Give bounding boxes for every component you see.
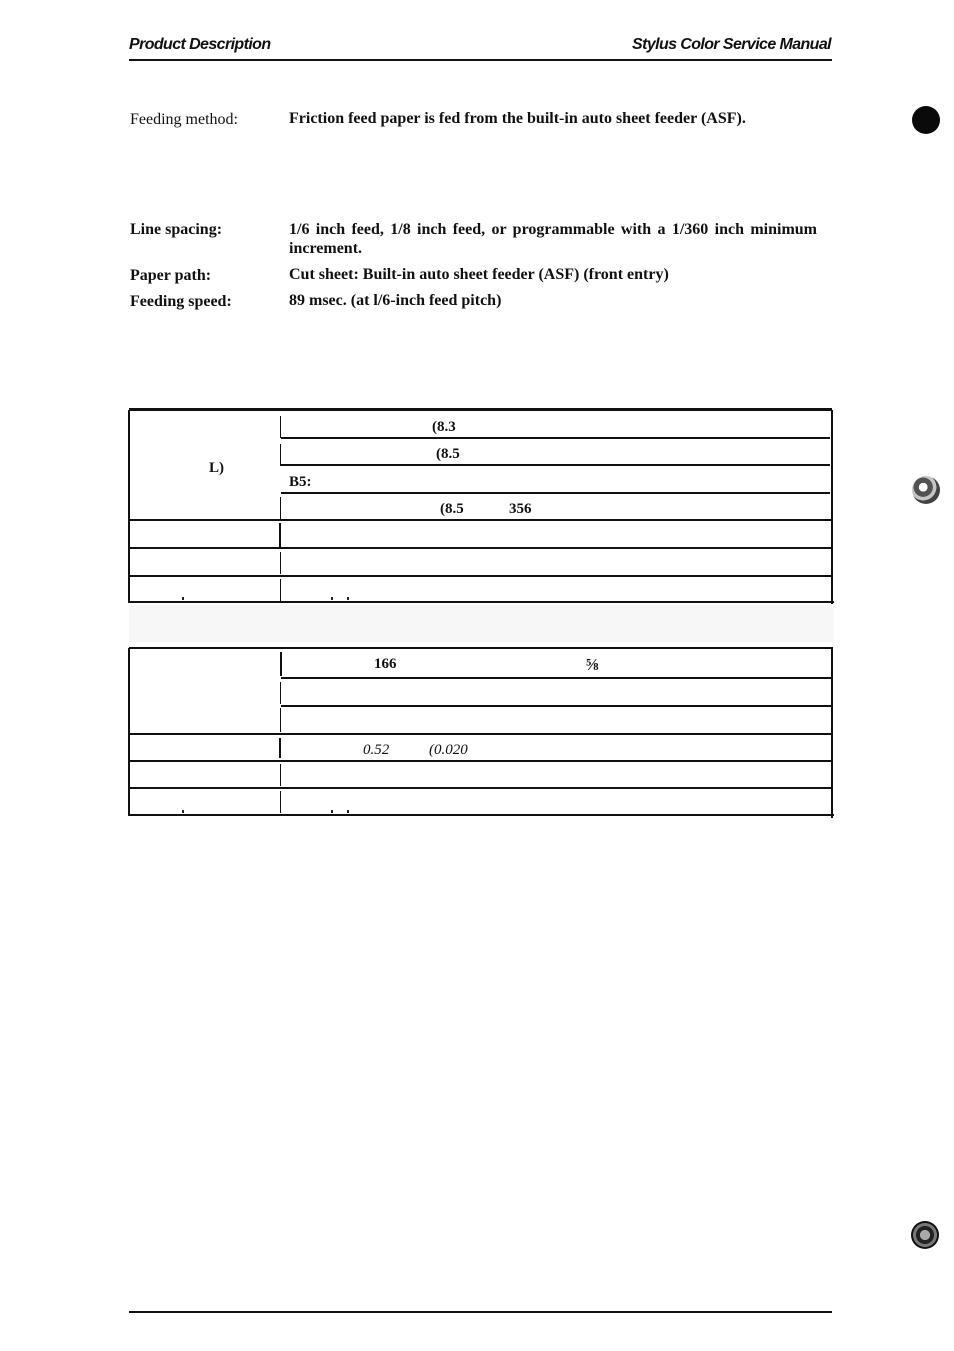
- spec-label-paper-path: Paper path:: [130, 267, 212, 284]
- header-right-title: Stylus Color Service Manual: [632, 36, 831, 53]
- spec-label-feeding-speed: Feeding speed:: [130, 293, 232, 310]
- spec-value-feeding-method: Friction feed paper is fed from the built-in auto sheet feeder (ASF).: [289, 110, 746, 127]
- spec-value-line-spacing: 1/6 inch feed, 1/8 inch feed, or programmable with a 1/360 inch minimum increment.: [289, 221, 817, 257]
- scan-speck: [347, 810, 349, 813]
- table2-cell: 166: [374, 656, 397, 672]
- spec-label-feeding-method: Feeding method:: [130, 111, 238, 128]
- scan-speck: [182, 810, 184, 813]
- table2-cell: (0.020: [429, 742, 468, 758]
- table1-cell: 356: [509, 501, 532, 517]
- table2-cell: ⅝: [586, 655, 599, 674]
- header-rule: [129, 59, 832, 61]
- binding-hole-mark: [911, 1221, 939, 1249]
- erased-band: [129, 605, 834, 642]
- spec-value-feeding-speed: 89 msec. (at l/6-inch feed pitch): [289, 292, 502, 309]
- table1-cell: (8.3: [432, 419, 456, 435]
- scan-speck: [331, 597, 333, 600]
- footer-rule: [129, 1311, 832, 1313]
- table1-cell: B5:: [289, 474, 312, 490]
- spec-value-paper-path: Cut sheet: Built-in auto sheet feeder (ASF) (front entry): [289, 266, 669, 283]
- scan-speck: [347, 597, 349, 600]
- table1-cell: (8.5: [436, 446, 460, 462]
- spec-label-line-spacing: Line spacing:: [130, 221, 223, 238]
- table1-left-fragment: L): [209, 460, 224, 476]
- scan-speck: [182, 597, 184, 600]
- table1-cell: (8.5: [440, 501, 464, 517]
- table2-cell: 0.52: [363, 742, 390, 758]
- header-left-title: Product Description: [129, 36, 271, 53]
- binding-hole-mark: [912, 106, 940, 134]
- scan-speck: [331, 810, 333, 813]
- binding-hole-mark: [912, 476, 940, 504]
